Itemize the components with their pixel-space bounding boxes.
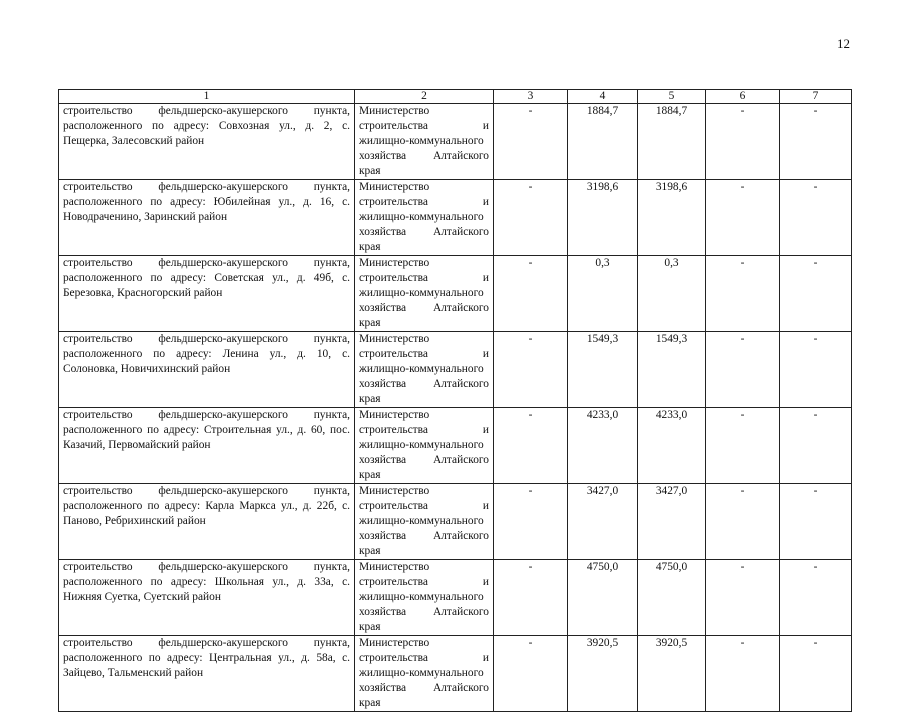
column-6-cell: - (706, 256, 780, 332)
column-header: 1 (59, 90, 355, 104)
table-header (59, 90, 852, 104)
column-4-amount-cell: 3198,6 (568, 180, 638, 256)
column-6-cell: - (706, 180, 780, 256)
table-row (59, 180, 852, 256)
column-6-cell: - (706, 484, 780, 560)
column-header: 4 (568, 90, 638, 104)
column-6-cell: - (706, 560, 780, 636)
project-description-cell: строительство фельдшерско-акушерского пункта, расположенного по адресу: Карла Маркса ул., д. 22б, с. Паново, Ребрихинский район (59, 484, 355, 560)
column-4-amount-cell: 4750,0 (568, 560, 638, 636)
column-6-cell: - (706, 636, 780, 712)
column-5-amount-cell: 1549,3 (638, 332, 706, 408)
column-7-cell: - (780, 332, 852, 408)
project-description-cell: строительство фельдшерско-акушерского пункта, расположенного по адресу: Советская ул., д. 49б, с. Березовка, Красногорский район (59, 256, 355, 332)
column-5-amount-cell: 3427,0 (638, 484, 706, 560)
table-row (59, 408, 852, 484)
project-description-cell: строительство фельдшерско-акушерского пункта, расположенного по адресу: Юбилейная ул., д. 16, с. Новодраченино, Заринский район (59, 180, 355, 256)
column-5-amount-cell: 4233,0 (638, 408, 706, 484)
column-5-amount-cell: 4750,0 (638, 560, 706, 636)
column-3-cell: - (494, 180, 568, 256)
table-row (59, 484, 852, 560)
responsible-organization-cell: Министерство строительства и жилищно-коммунального хозяйства Алтайского края (355, 256, 494, 332)
responsible-organization-cell: Министерство строительства и жилищно-коммунального хозяйства Алтайского края (355, 484, 494, 560)
column-3-cell: - (494, 484, 568, 560)
responsible-organization-cell: Министерство строительства и жилищно-коммунального хозяйства Алтайского края (355, 104, 494, 180)
table-body (59, 104, 852, 712)
column-header: 7 (780, 90, 852, 104)
project-description-cell: строительство фельдшерско-акушерского пункта, расположенного по адресу: Центральная ул., д. 58а, с. Зайцево, Тальменский район (59, 636, 355, 712)
header-row (59, 90, 852, 104)
column-4-amount-cell: 1884,7 (568, 104, 638, 180)
responsible-organization-cell: Министерство строительства и жилищно-коммунального хозяйства Алтайского края (355, 180, 494, 256)
responsible-organization-cell: Министерство строительства и жилищно-коммунального хозяйства Алтайского края (355, 560, 494, 636)
column-5-amount-cell: 1884,7 (638, 104, 706, 180)
project-description-cell: строительство фельдшерско-акушерского пункта, расположенного по адресу: Совхозная ул., д. 2, с. Пещерка, Залесовский район (59, 104, 355, 180)
column-4-amount-cell: 4233,0 (568, 408, 638, 484)
table-row (59, 256, 852, 332)
project-description-cell: строительство фельдшерско-акушерского пункта, расположенного по адресу: Школьная ул., д. 33а, с. Нижняя Суетка, Суетский район (59, 560, 355, 636)
column-3-cell: - (494, 408, 568, 484)
column-3-cell: - (494, 560, 568, 636)
column-7-cell: - (780, 408, 852, 484)
column-7-cell: - (780, 636, 852, 712)
column-7-cell: - (780, 560, 852, 636)
column-header: 3 (494, 90, 568, 104)
page-number: 12 (837, 36, 850, 51)
responsible-organization-cell: Министерство строительства и жилищно-коммунального хозяйства Алтайского края (355, 408, 494, 484)
column-4-amount-cell: 1549,3 (568, 332, 638, 408)
column-4-amount-cell: 3920,5 (568, 636, 638, 712)
column-header: 5 (638, 90, 706, 104)
column-3-cell: - (494, 332, 568, 408)
column-7-cell: - (780, 484, 852, 560)
table-row (59, 636, 852, 712)
responsible-organization-cell: Министерство строительства и жилищно-коммунального хозяйства Алтайского края (355, 332, 494, 408)
table-row (59, 332, 852, 408)
column-4-amount-cell: 3427,0 (568, 484, 638, 560)
table-row (59, 104, 852, 180)
column-3-cell: - (494, 636, 568, 712)
column-7-cell: - (780, 180, 852, 256)
column-7-cell: - (780, 256, 852, 332)
column-4-amount-cell: 0,3 (568, 256, 638, 332)
project-description-cell: строительство фельдшерско-акушерского пункта, расположенного по адресу: Ленина ул., д. 10, с. Солоновка, Новичихинский район (59, 332, 355, 408)
table-row (59, 560, 852, 636)
responsible-organization-cell: Министерство строительства и жилищно-коммунального хозяйства Алтайского края (355, 636, 494, 712)
column-5-amount-cell: 0,3 (638, 256, 706, 332)
column-header: 2 (355, 90, 494, 104)
column-5-amount-cell: 3920,5 (638, 636, 706, 712)
column-3-cell: - (494, 104, 568, 180)
column-5-amount-cell: 3198,6 (638, 180, 706, 256)
budget-table (58, 89, 852, 712)
column-6-cell: - (706, 332, 780, 408)
column-header: 6 (706, 90, 780, 104)
column-6-cell: - (706, 408, 780, 484)
column-3-cell: - (494, 256, 568, 332)
column-6-cell: - (706, 104, 780, 180)
column-7-cell: - (780, 104, 852, 180)
project-description-cell: строительство фельдшерско-акушерского пункта, расположенного по адресу: Строительная ул., д. 60, пос. Казачий, Первомайский район (59, 408, 355, 484)
